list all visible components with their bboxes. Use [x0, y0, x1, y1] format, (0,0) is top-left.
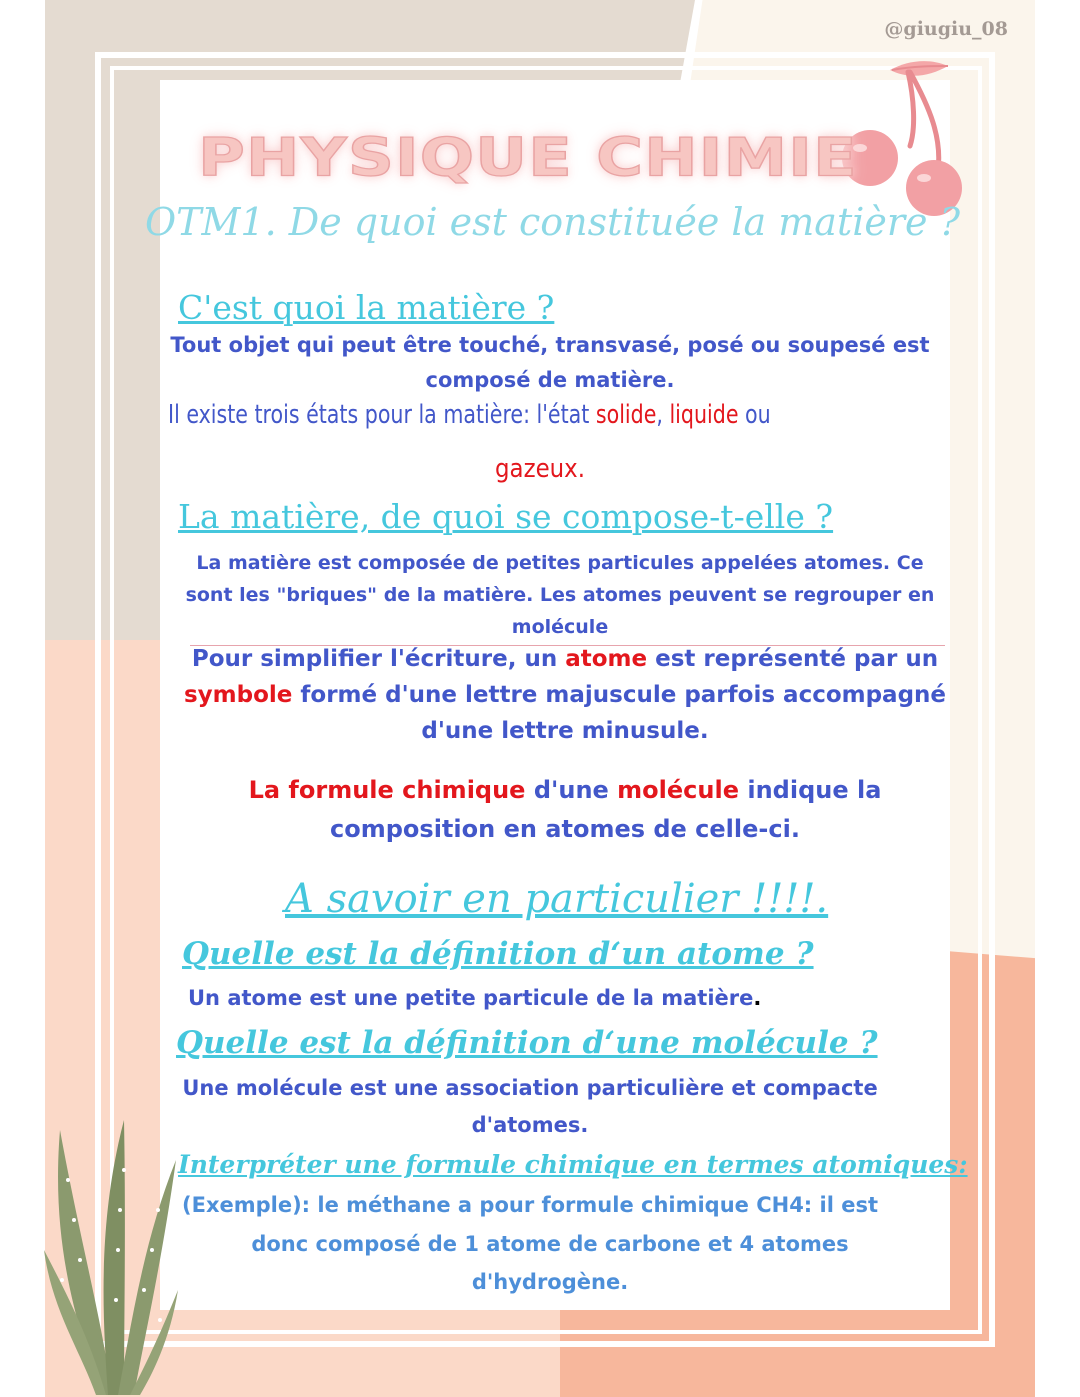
- answer-composition-line2: sont les "briques" de la matière. Les atomes peuvent se regrouper en: [185, 584, 935, 606]
- question-composition: La matière, de quoi se compose-t-elle ?: [178, 497, 834, 536]
- states-prefix: Il existe trois états pour la matière: l'état: [168, 400, 590, 430]
- page-title: PHYSIQUE CHIMIE: [198, 128, 858, 189]
- answer-matiere-line2: composé de matière.: [425, 368, 675, 392]
- state-gas: gazeux.: [495, 454, 585, 484]
- savoir-heading: A savoir en particulier !!!!.: [285, 876, 829, 922]
- symbol-atome: atome: [565, 646, 648, 672]
- question-molecule: Quelle est la définition d‘une molécule ?: [176, 1025, 878, 1061]
- formula-text-1: d'une: [533, 776, 609, 804]
- symbol-text-2: est représenté par un: [655, 646, 939, 672]
- symbol-line1: [160, 646, 970, 672]
- page-subtitle: OTM1. De quoi est constituée la matière ?: [145, 200, 960, 244]
- answer-composition-line3: molécule: [511, 616, 609, 638]
- answer-interpreter-line2: donc composé de 1 atome de carbone et 4 atomes: [251, 1232, 849, 1256]
- formula-line1: [160, 776, 970, 804]
- states-or: ou: [745, 400, 771, 430]
- answer-interpreter-line1: (Exemple): le méthane a pour formule chimique CH4: il est: [182, 1193, 879, 1217]
- answer-interpreter-line3: d'hydrogène.: [471, 1270, 629, 1294]
- formula-molecule: molécule: [617, 776, 739, 804]
- plant-icon: [40, 1090, 180, 1397]
- answer-atome-dot: .: [753, 986, 762, 1010]
- symbol-text-1: Pour simplifier l'écriture, un: [191, 646, 558, 672]
- formula-line2: composition en atomes de celle-ci.: [330, 815, 800, 843]
- answer-atome: [188, 986, 761, 1010]
- formula-formule-chimique: La formule chimique: [248, 776, 526, 804]
- answer-composition-line1: La matière est composée de petites particules appelées atomes. Ce: [196, 552, 924, 574]
- symbol-line2: [160, 682, 970, 708]
- answer-matiere-line1: Tout objet qui peut être touché, transvasé, posé ou soupesé est: [170, 333, 930, 357]
- answer-molecule-line1: Une molécule est une association particulière et compacte: [182, 1076, 878, 1100]
- question-interpreter: Interpréter une formule chimique en termes atomiques:: [178, 1150, 968, 1179]
- answer-atome-text: Un atome est une petite particule de la matière: [188, 986, 754, 1010]
- symbol-symbole: symbole: [183, 682, 293, 708]
- state-liquid: liquide: [669, 400, 739, 430]
- symbol-text-3: formé d'une lettre majuscule parfois accompagné: [300, 682, 947, 708]
- states-separator: ,: [656, 400, 663, 430]
- symbol-line3: d'une lettre minusule.: [421, 718, 709, 744]
- states-sentence: [168, 400, 771, 430]
- question-matiere: C'est quoi la matière ?: [178, 288, 555, 327]
- question-atome: Quelle est la définition d‘un atome ?: [182, 936, 814, 972]
- answer-molecule-line2: d'atomes.: [471, 1113, 589, 1137]
- state-solid: solide: [595, 400, 657, 430]
- formula-text-2: indique la: [747, 776, 882, 804]
- author-handle: @giugiu_08: [884, 18, 1008, 40]
